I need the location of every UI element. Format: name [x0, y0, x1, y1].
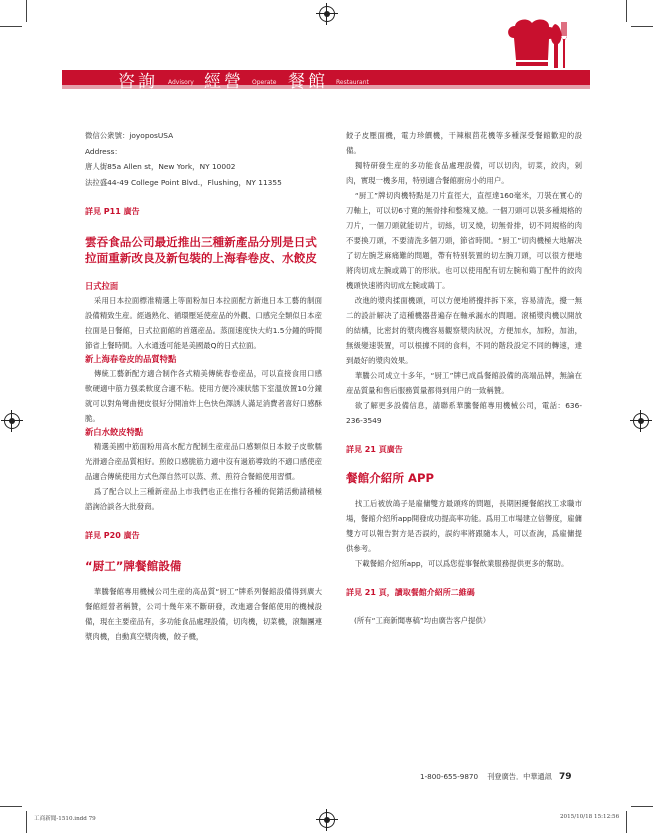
equipment-para-4: 改進的漿肉揉面機頭，可以方便地將攪拌拆下來，容易清洗，攪一無二的設計解决了這種機器普遍存在軸承漏水的問題。滾桶漿肉機以開放的結構，比密封的漿肉機容易觀察漿肉狀况，方便加水，加粉，加油，無級變速裝置，可以根據不同的食料，不同的階段設定不同的轉速，達到最好的漿肉效果。 [346, 296, 582, 365]
registration-mark-right [633, 413, 649, 429]
left-column [85, 128, 322, 644]
crop-mark [0, 26, 22, 27]
print-slug-timestamp: 2015/10/18 15:12:56 [560, 814, 620, 820]
contact-address-flushing: 法拉盛44-49 College Point Blvd.，Flushing，NY 11355 [85, 177, 282, 187]
contact-address-chinatown: 唐人街85a Allen st，New York，NY 10002 [85, 162, 236, 171]
crop-mark [0, 806, 22, 807]
section-body-ramen: 采用日本拉面標准精選上等面粉加日本拉面配方新進日本工藝的制面設備精致生産。經過熟化、循環壓延使産品的外觀、口感完全類似日本産拉面是日餐館，日式拉面館的首選産品。蒸面速度快大約1.5分鐘的時間節省上餐時間。入水通透可能是美國最Q的日式拉面。 [85, 296, 322, 350]
footer-phone: 1-800-655-9870 [420, 772, 479, 781]
contact-wechat: 微信公衆號：joyoposUSA [85, 131, 174, 140]
app-para-2: 下載餐館介紹所app，可以爲您從事餐飲業服務提供更多的幫助。 [354, 559, 569, 568]
chef-hat-utensils-icon [500, 16, 572, 88]
headline-restaurant-app: 餐館介紹所 APP [346, 471, 434, 485]
header-en-advisory: Advisory [168, 79, 194, 86]
equipment-para-1: 餃子皮壓面機，電力珍饌機，干辣椒茴花機等多種深受餐館歡迎的設備。 [346, 131, 582, 155]
registration-mark-left [4, 413, 20, 429]
advertorial-note: (所有“工商新聞專稿”均由廣告客户提供） [354, 616, 491, 625]
equipment-para-3: “厨工”牌切肉機特點是刀片直徑大，直徑達160毫米，刀裝在實心的刀軸上，可以切6寸寬的無骨排和整塊叉燒。一個刀頭可以裝多種規格的刀片，一個刀頭就能切片，切絲，切叉燒，切無骨排，切不同規格的肉不要換刀頭，不要清洗多個刀頭，節省時間。“厨工”切肉機極大地解决了切左腕芝麻痛難的問題，帶有特别裝置的切左腕刀頭，可以很方便地將肉切成左腕或鶏丁的形狀。也可以使用配有切左腕和鶏丁配件的絞肉機頭快速將肉切成左腕或鶏丁。 [346, 191, 582, 290]
section-body-equipment: 華騰餐館專用機械公司生産的高品質“厨工”牌系列餐館設備得到廣大餐館經營者稱贊，公司十幾年來不斷研發，改進適合餐館使用的機械設備，現在主要産品有，多功能食品處理設備，切肉機，切菜機，滾麵團連漿肉機，自動真空漿肉機，餃子機， [85, 587, 322, 641]
crop-mark [631, 806, 653, 807]
header-word-advisory: 咨詢 [118, 72, 158, 92]
equipment-para-2: 獨特研發生産的多功能食品處理設備，可以切肉，切菜，絞肉，剁肉，實現一機多用，特别適合餐館廚房小的用户。 [346, 161, 582, 185]
page-number: 79 [558, 772, 572, 782]
registration-mark-bottom [319, 812, 335, 828]
header-en-restaurant: Restaurant [336, 79, 369, 86]
section-body-dumpling: 精選美國中筋面粉用高水配方配制生産産品口感類似日本餃子皮軟糯光滑適合産品質相好。煎餃口感脆筋力適中沒有過筋導致的不適口感使産品適合傳統使用方式色澤自然可以蒸、煮、煎符合餐館使用習慣。 [85, 442, 322, 481]
contact-address-label: Address： [85, 146, 122, 156]
header-word-operate: 經營 [204, 72, 244, 92]
footer-label: 刊登廣告．中華通訊 [487, 772, 552, 781]
crop-mark [626, 0, 627, 22]
crop-mark [26, 0, 27, 22]
crop-mark [26, 811, 27, 833]
ad-reference-qr: 詳見 21 頁，讀取餐館介紹所二維碼 [346, 588, 475, 597]
crop-mark [626, 811, 627, 833]
crop-mark [631, 26, 653, 27]
header-word-restaurant: 餐館 [288, 72, 328, 92]
section-title-spring-roll: 新上海春卷皮的品質特點 [85, 354, 177, 364]
registration-mark-top [319, 6, 335, 22]
headline-noodle-products: 雲吞食品公司最近推出三種新產品分別是日式拉面重新改良及新包裝的上海春卷皮、水餃皮 [85, 235, 317, 265]
headline-kitchen-equipment: “厨工”牌餐館設備 [85, 559, 182, 573]
section-body-promotion: 爲了配合以上三種新産品上市我們也正在推行各種的促銷活動請積極諮詢洽談各大批發商。 [85, 487, 322, 511]
section-title-dumpling: 新白水餃皮特點 [85, 427, 144, 437]
section-body-spring-roll: 傳統工藝新配方適合制作各式精美傳統春卷産品，可以直接食用口感軟硬適中筋力强柔軟度合適不粘。使用方便冷凍狀態下室溫放置10分鐘就可以對角彎曲便皮很好分開油炸上色快色澤誘人滿足消費者喜好口感酥脆。 [85, 369, 322, 423]
app-para-1: 找工后被放鴿子是雇傭雙方最頭疼的問題，長期困擾餐館找工求職市場，餐館介紹所app開發成功提高率功能。爲用工市場建立信譽度，雇傭雙方可以報告對方是否誤約，誤約率將跟隨本人，可以查詢，爲雇傭提供參考。 [346, 499, 582, 553]
ad-reference-p21: 詳見 21 頁廣告 [346, 445, 403, 454]
ad-reference-p11: 詳見 P11 廣告 [85, 207, 140, 216]
print-slug-file: 工商新聞-1510.indd 79 [34, 816, 96, 822]
equipment-para-5: 華騰公司成立十多年，“厨工”牌已成爲餐館設備的高端品牌，無論在産品質量和售后服務質量都得到用户的一致稱贊。 [346, 371, 582, 395]
ad-reference-p20: 詳見 P20 廣告 [85, 531, 140, 540]
section-title-ramen: 日式拉面 [85, 281, 119, 291]
equipment-contact: 欲了解更多設備信息，請聯系華騰餐館專用機械公司，電話：636-236-3549 [346, 401, 582, 425]
header-en-operate: Operate [252, 79, 277, 86]
right-column [346, 128, 582, 627]
page-footer [420, 764, 580, 783]
